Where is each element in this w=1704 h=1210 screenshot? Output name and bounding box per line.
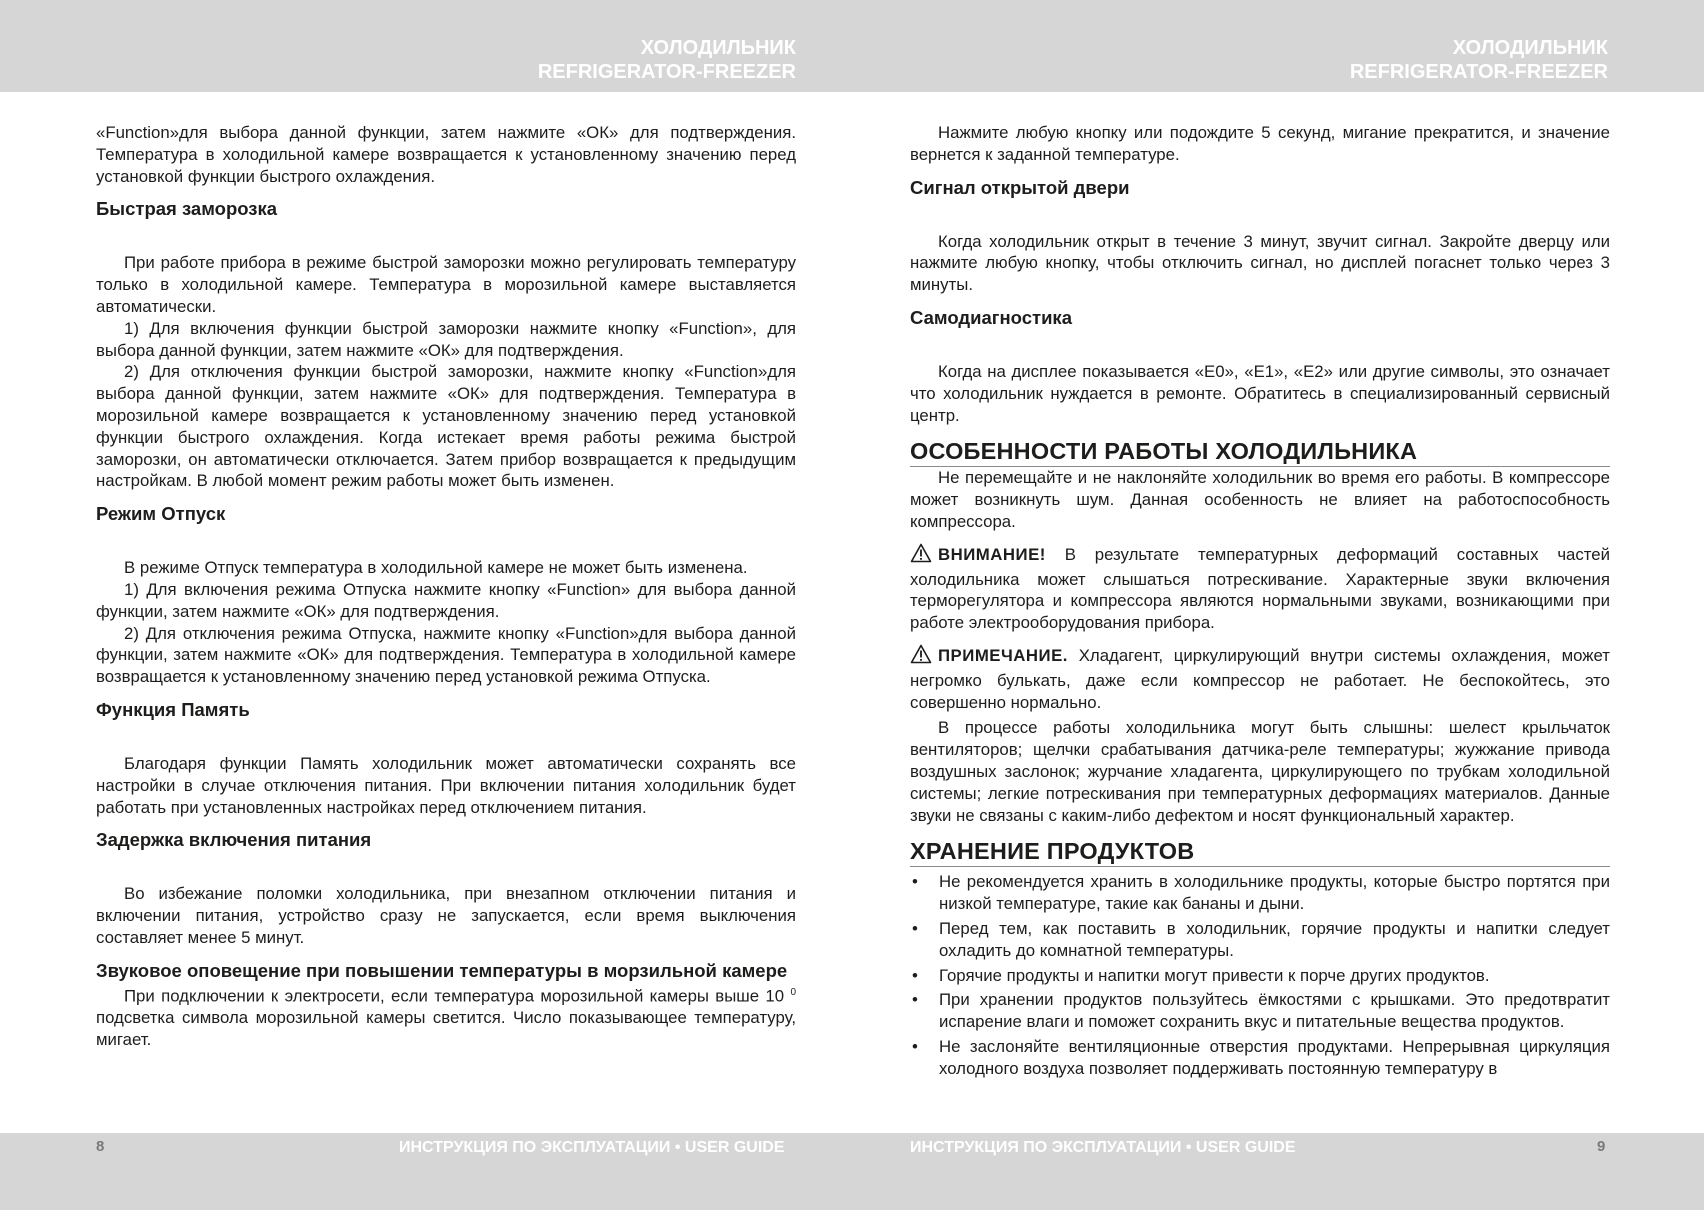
warning-triangle-icon (910, 644, 932, 670)
degree-mark: 0 (790, 986, 796, 998)
intro-paragraph: «Function»для выбора данной функции, затем нажмите «ОК» для подтверждения. Температура в холодильной камере возвращается к установленному значению перед установкой функции быстрого охлаждения. (96, 123, 796, 186)
paragraph: При работе прибора в режиме быстрой заморозки можно регулировать температуру только в холодильной камере. Температура в морозильной камере выставляется автоматически. (96, 253, 796, 316)
page-number-right: 9 (1597, 1138, 1606, 1155)
footer-band (0, 1133, 1704, 1210)
paragraph: В процессе работы холодильника могут быть слышны: шелест крыльчаток вентиляторов; щелчки срабатывания датчика-реле температуры; жужжание привода воздушных заслонок; журчание хладагента, циркулирующего по трубкам холодильной системы; легкие потрескивания при температурных деформациях материалов. Данные звуки не связаны с каким-либо дефектом и носят функциональный характер. (910, 718, 1610, 825)
section-title-door-alarm: Сигнал открытой двери (910, 176, 1130, 198)
paragraph: Когда холодильник открыт в течение 3 минут, звучит сигнал. Закройте дверцу или нажмите любую кнопку, чтобы отключить сигнал, но дисплей погаснет только через 3 минуты. (910, 231, 1610, 295)
list-item: • При хранении продуктов пользуйтесь ёмкостями с крышками. Это предотвратит испарение влаги и поможет сохранить вкус и питательные вещества продуктов. (910, 989, 1610, 1033)
storage-list (910, 871, 1610, 1079)
intro-paragraph: Нажмите любую кнопку или подождите 5 секунд, мигание прекратится, и значение вернется к заданной температуре. (910, 123, 1610, 164)
paragraph: В режиме Отпуск температура в холодильной камере не может быть изменена. (124, 558, 748, 578)
paragraph (96, 982, 796, 1051)
list-item: • Горячие продукты и напитки могут привести к порче других продуктов. (910, 965, 1610, 987)
list-item: • Не заслоняйте вентиляционные отверстия продуктами. Непрерывная циркуляция холодного воздуха позволяет поддерживать постоянную температуру в (910, 1036, 1610, 1080)
paragraph: Благодаря функции Память холодильник может автоматически сохранять все настройки в случае отключения питания. При включении питания холодильник будет работать при установленных настройках перед отключением питания. (96, 753, 796, 817)
warning-triangle-icon (910, 543, 932, 569)
header-title-ru: ХОЛОДИЛЬНИК (640, 37, 796, 59)
footer-guide-right: ИНСТРУКЦИЯ ПО ЭКСПЛУАТАЦИИ • USER GUIDE (910, 1139, 1296, 1156)
section-heading-features: ОСОБЕННОСТИ РАБОТЫ ХОЛОДИЛЬНИКА (910, 437, 1610, 467)
paragraph: 2) Для отключения режима Отпуска, нажмите кнопку «Function»для выбора данной функции, затем нажмите «ОК» для подтверждения. Температура в холодильной камере возвращается к установленному значению перед установкой режима Отпуска. (96, 623, 796, 687)
section-title-memory: Функция Память (96, 698, 250, 720)
list-item: • Перед тем, как поставить в холодильник, горячие продукты и напитки следует охладить до комнатной температуры. (910, 918, 1610, 962)
warning-text: В результате температурных деформаций составных частей холодильника может слышаться потрескивание. Характерные звуки включения терморегулятора и компрессора являются нормальными звуками, возникающими при работе электрооборудования прибора. (910, 544, 1610, 633)
section-title-temp-alarm: Звуковое оповещение при повышении температуры в морзильной камере (96, 959, 788, 981)
paragraph: Во избежание поломки холодильника, при внезапном отключении питания и включении питания, устройство сразу не запускается, если время выключения составляет менее 5 минут. (96, 884, 796, 947)
header-title-ru: ХОЛОДИЛЬНИК (1452, 37, 1608, 59)
list-item: • Не рекомендуется хранить в холодильнике продукты, которые быстро портятся при низкой температуре, такие как бананы и дыни. (910, 871, 1610, 915)
note-label: ПРИМЕЧАНИЕ. (938, 645, 1068, 665)
header-title-en: REFRIGERATOR-FREEZER (1349, 61, 1608, 83)
section-title-vacation: Режим Отпуск (96, 503, 226, 525)
section-title-fast-freeze: Быстрая заморозка (96, 198, 278, 220)
warning-paragraph (910, 543, 1610, 634)
page-number-left: 8 (96, 1138, 105, 1155)
text-run: При подключении к электросети, если температура морозильной камеры выше 10 (124, 986, 785, 1006)
paragraph: 1) Для включения режима Отпуска нажмите кнопку «Function» для выбора данной функции, затем нажмите «ОК» для подтверждения. (96, 579, 796, 621)
right-page-header (908, 36, 1608, 84)
paragraph: Когда на дисплее показывается «Е0», «Е1», «Е2» или другие символы, это означает что холодильник нуждается в ремонте. Обратитесь в специализированный сервисный центр. (910, 361, 1610, 425)
header-title-en: REFRIGERATOR-FREEZER (537, 61, 796, 83)
footer-guide-left: ИНСТРУКЦИЯ ПО ЭКСПЛУАТАЦИИ • USER GUIDE (399, 1139, 785, 1156)
left-page-header (96, 36, 796, 84)
section-title-power-delay: Задержка включения питания (96, 829, 372, 851)
note-paragraph (910, 644, 1610, 713)
paragraph: 2) Для отключения функции быстрой заморозки, нажмите кнопку «Function»для выбора данной функции, затем нажмите «ОК» для подтверждения. Температура в морозильной камере возвращается к установленному значению перед установкой функции быстрого охлаждения. Когда истекает время работы режима быстрой заморозки, он автоматически отключается. Затем прибор возвращается к предыдущим настройкам. В любой момент режим работы может быть изменен. (96, 362, 796, 491)
right-page-column (910, 122, 1610, 1083)
section-title-self-diagnosis: Самодиагностика (910, 306, 1072, 328)
warning-label: ВНИМАНИЕ! (938, 544, 1046, 564)
left-page-column (96, 122, 796, 1051)
paragraph: Не перемещайте и не наклоняйте холодильник во время его работы. В компрессоре может возникнуть шум. Данная особенность не влияет на работоспособность компрессора. (910, 468, 1610, 531)
paragraph: 1) Для включения функции быстрой заморозки нажмите кнопку «Function», для выбора данной функции, затем нажмите «ОК» для подтверждения. (96, 318, 796, 360)
text-run: подсветка символа морозильной камеры светится. Число показывающее температуру, мигает. (96, 1008, 796, 1049)
section-heading-storage: ХРАНЕНИЕ ПРОДУКТОВ (910, 837, 1610, 867)
note-text: Хладагент, циркулирующий внутри системы охлаждения, может негромко булькать, даже если компрессор не работает. Не беспокойтесь, это совершенно нормально. (910, 645, 1610, 712)
